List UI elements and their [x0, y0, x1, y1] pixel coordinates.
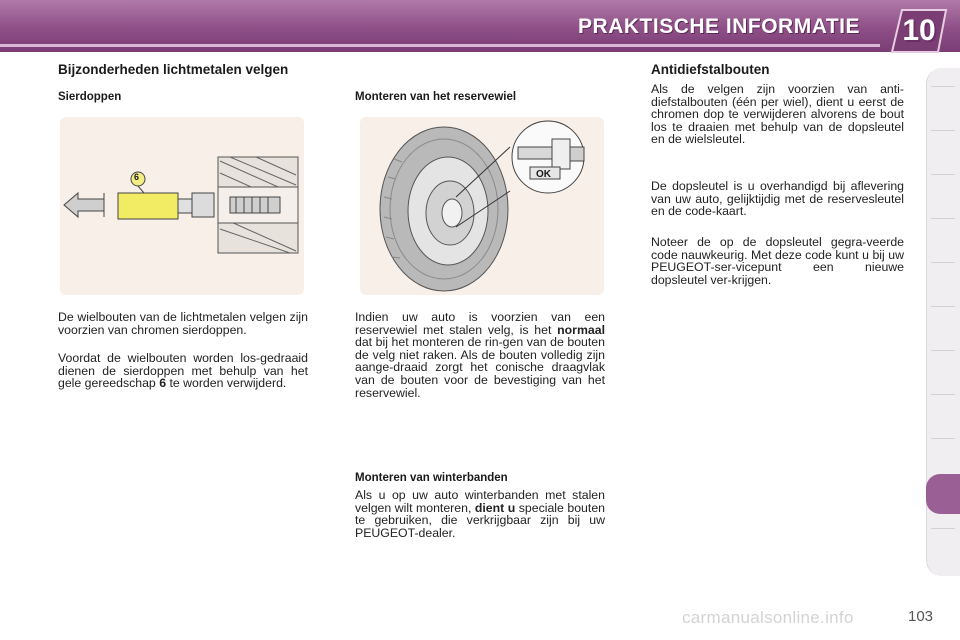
chapter-number: 10 — [902, 14, 936, 47]
paragraph-winterbanden: Als u op uw auto winterbanden met stalen velgen wilt monteren, dient u speciale bouten te gebruiken, die verkrijgbaar zijn bij uw PEUGEOT-dealer. — [355, 488, 605, 540]
page-number: 103 — [908, 608, 934, 625]
paragraph-sierdoppen-2: Voordat de wielbouten worden los-gedraaid dienen de sierdoppen met behulp van het gele gereedschap 6 te worden verwijderd. — [58, 351, 308, 391]
figure-label-ok: OK — [536, 169, 551, 180]
watermark: carmanualsonline.info — [682, 608, 854, 627]
paragraph-antidiefstal-2: De dopsleutel is u overhandigd bij aflevering van uw auto, gelijktijdig met de reservesleutel en de code-kaart. — [651, 179, 904, 219]
paragraph-antidiefstal-1: Als de velgen zijn voorzien van anti-diefstalbouten (één per wiel), dient u eerst de chromen dop te verwijderen alvorens de bout los te draaien met behulp van de dopsleutel en de wielsleutel. — [651, 82, 904, 147]
heading-reservewiel: Monteren van het reservewiel — [355, 91, 517, 103]
page-title: PRAKTISCHE INFORMATIE — [578, 15, 860, 38]
paragraph-sierdoppen-1: De wielbouten van de lichtmetalen velgen zijn voorzien van chromen sierdoppen. — [58, 310, 308, 337]
header-stripe — [0, 44, 880, 47]
section-title-antidiefstalbouten: Antidiefstalbouten — [651, 62, 770, 77]
paragraph-antidiefstal-3: Noteer de op de dopsleutel gegra-veerde code nauwkeurig. Met deze code kunt u bij uw PEUGEOT-ser-vicepunt een nieuwe dopsleutel ver-krijgen. — [651, 235, 904, 287]
heading-sierdoppen: Sierdoppen — [58, 91, 122, 103]
chapter-badge — [888, 8, 950, 54]
figure-label-6: 6 — [134, 172, 140, 182]
heading-winterbanden: Monteren van winterbanden — [355, 472, 508, 484]
figure-sierdoppen — [60, 117, 304, 295]
paragraph-reservewiel: Indien uw auto is voorzien van een reservewiel met stalen velg, is het normaal dat bij het monteren de rin-gen van de bouten de velg niet raken. Als de bouten volledig zijn aange-draaid zorgt het conische draagvlak van de bouten voor de bevestiging van het reservewiel. — [355, 310, 605, 400]
figure-reservewiel — [360, 117, 604, 295]
header-bar — [0, 0, 960, 52]
active-chapter-tab[interactable] — [926, 474, 960, 514]
section-title-lichtmetalen: Bijzonderheden lichtmetalen velgen — [58, 62, 289, 77]
